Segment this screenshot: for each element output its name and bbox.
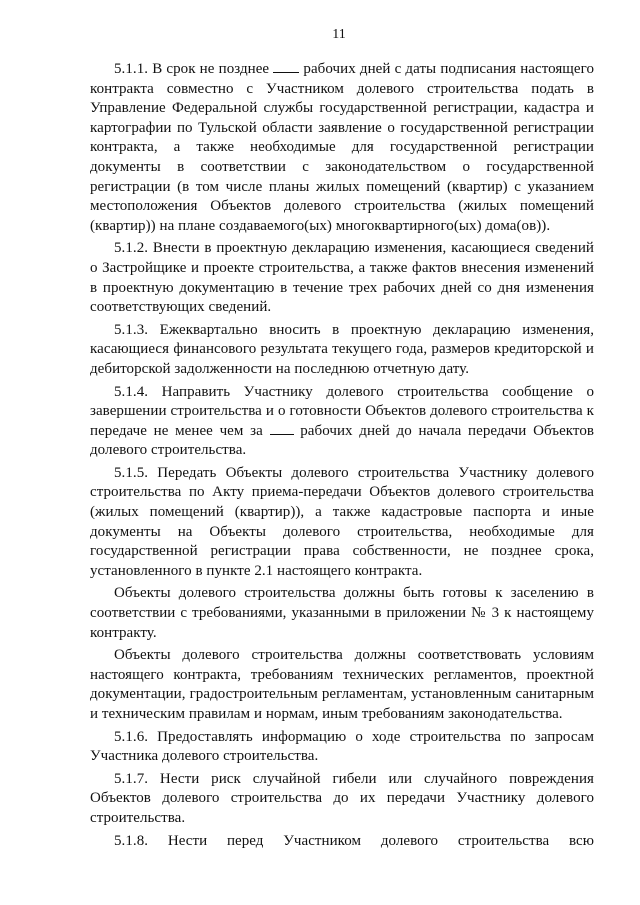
clause-p-5-1-5 bbox=[90, 464, 594, 582]
document-body bbox=[90, 60, 594, 851]
page-number: 11 bbox=[332, 27, 346, 42]
clause-p-5-1-7 bbox=[90, 770, 594, 829]
clause-text: Объекты долевого строительства должны быть готовы к заселению в соответствии с требованиями, указанными в приложении № 3 к настоящему контракту. bbox=[90, 585, 594, 641]
fill-in-blank bbox=[273, 60, 299, 73]
clause-p-5-1-8 bbox=[90, 832, 594, 852]
clause-p-objects-conform bbox=[90, 646, 594, 724]
clause-p-5-1-4 bbox=[90, 383, 594, 461]
document-page bbox=[90, 26, 594, 854]
clause-text: 5.1.4. Направить Участнику долевого строительства сообщение о завершении строительства и о готовности Объектов долевого строительства к передаче не менее чем за bbox=[90, 383, 594, 439]
clause-text-continued: рабочих дней до начала передачи Объектов долевого строительства. bbox=[90, 422, 595, 459]
clause-text-continued: рабочих дней с даты подписания настоящего контракта совместно с Участником долевого строительства подать в Управление Федеральной службы государственной регистрации, кадастра и картографии по Тульской области заявление о государственной регистрации контракта, а также необходимые для государственной регистрации документы в соответствии с законодательством о государственной регистрации (в том числе планы жилых помещений (квартир) с указанием местоположения Объектов долевого строительства (жилых помещений (квартир)) на плане создаваемого(ых) многоквартирного(ых) дома(ов)). bbox=[90, 61, 594, 234]
clause-text: 5.1.6. Предоставлять информацию о ходе строительства по запросам Участника долевого строительства. bbox=[90, 728, 594, 765]
clause-text: 5.1.5. Передать Объекты долевого строительства Участнику долевого строительства по Акту приема-передачи Объектов долевого строительства (жилых помещений (квартир)), а также кадастровые паспорта и иные документы на Объекты долевого строительства, необходимые для государственной регистрации права собственности, не позднее срока, установленного в пункте 2.1 настоящего контракта. bbox=[90, 464, 594, 579]
clause-p-5-1-2 bbox=[90, 239, 594, 317]
clause-p-5-1-6 bbox=[90, 728, 594, 767]
clause-p-objects-ready bbox=[90, 584, 594, 643]
clause-p-5-1-3 bbox=[90, 321, 594, 380]
clause-p-5-1-1 bbox=[90, 60, 594, 236]
clause-text: 5.1.1. В срок не позднее bbox=[114, 61, 274, 77]
clause-text: Объекты долевого строительства должны соответствовать условиям настоящего контракта, требованиям технических регламентов, проектной документации, градостроительным регламентам, установленным санитарным и техническим правилам и нормам, иным требованиям законодательства. bbox=[90, 647, 594, 722]
clause-text: 5.1.3. Ежеквартально вносить в проектную декларацию изменения, касающиеся финансового результата текущего года, размеров кредиторской и дебиторской задолженности на последнюю отчетную дату. bbox=[90, 321, 594, 377]
clause-text: 5.1.2. Внести в проектную декларацию изменения, касающиеся сведений о Застройщике и проекте строительства, а также фактов внесения изменений в проектную документацию в течение трех рабочих дней со дня изменения соответствующих сведений. bbox=[90, 240, 594, 316]
clause-text: 5.1.7. Нести риск случайной гибели или случайного повреждения Объектов долевого строительства до их передачи Участнику долевого строительства. bbox=[90, 770, 594, 826]
clause-text: 5.1.8. Нести перед Участником долевого строительства всю bbox=[114, 832, 594, 849]
fill-in-blank bbox=[270, 422, 294, 435]
